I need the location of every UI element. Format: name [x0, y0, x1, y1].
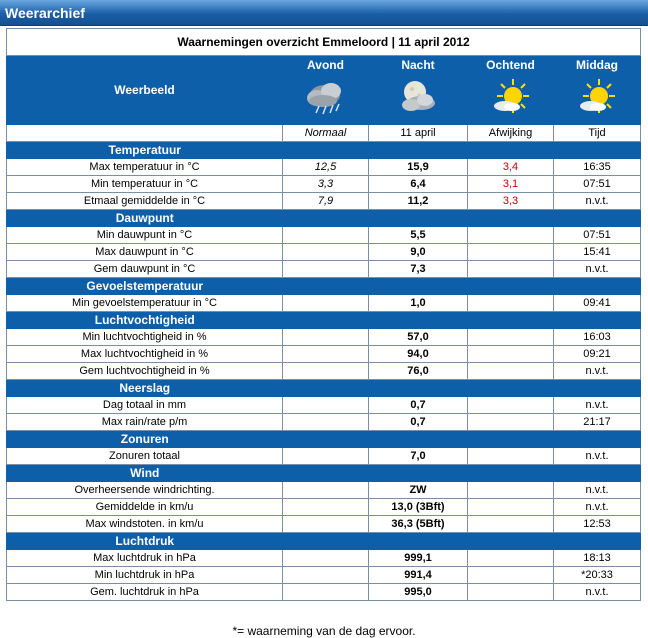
row-afwijking — [468, 550, 554, 567]
table-row — [7, 176, 641, 193]
row-afwijking — [468, 414, 554, 431]
section-title: Wind — [7, 465, 283, 482]
section-title: Zonuren — [7, 431, 283, 448]
subheader-tijd: Tijd — [554, 125, 641, 142]
row-normaal — [283, 397, 369, 414]
row-normaal — [283, 567, 369, 584]
table-row — [7, 414, 641, 431]
row-tijd: 16:35 — [554, 159, 641, 176]
row-afwijking: 3,1 — [468, 176, 554, 193]
table-row — [7, 261, 641, 278]
row-afwijking — [468, 295, 554, 312]
section-header — [7, 431, 641, 448]
row-value: 13,0 (3Bft) — [369, 499, 468, 516]
row-value: 94,0 — [369, 346, 468, 363]
row-tijd: n.v.t. — [554, 261, 641, 278]
row-label: Gem dauwpunt in °C — [7, 261, 283, 278]
row-tijd: 07:51 — [554, 176, 641, 193]
row-tijd: n.v.t. — [554, 193, 641, 210]
weerbeeld-label: Weerbeeld — [7, 56, 283, 125]
row-afwijking — [468, 448, 554, 465]
table-row — [7, 482, 641, 499]
table-row — [7, 295, 641, 312]
row-value: 991,4 — [369, 567, 468, 584]
row-label: Max windstoten. in km/u — [7, 516, 283, 533]
row-normaal — [283, 584, 369, 601]
row-normaal — [283, 261, 369, 278]
phase-nacht — [369, 56, 468, 125]
section-filler — [283, 312, 641, 329]
table-row — [7, 244, 641, 261]
section-header — [7, 312, 641, 329]
section-filler — [283, 465, 641, 482]
row-label: Min luchtvochtigheid in % — [7, 329, 283, 346]
row-normaal — [283, 482, 369, 499]
subheader-afwijking: Afwijking — [468, 125, 554, 142]
row-tijd: 15:41 — [554, 244, 641, 261]
row-normaal: 12,5 — [283, 159, 369, 176]
section-filler — [283, 380, 641, 397]
row-label: Max rain/rate p/m — [7, 414, 283, 431]
row-tijd: 09:41 — [554, 295, 641, 312]
row-tijd: n.v.t. — [554, 448, 641, 465]
row-afwijking — [468, 499, 554, 516]
row-value: 995,0 — [369, 584, 468, 601]
row-normaal — [283, 448, 369, 465]
table-row — [7, 159, 641, 176]
row-afwijking — [468, 346, 554, 363]
subheader-empty — [7, 125, 283, 142]
row-normaal — [283, 550, 369, 567]
row-label: Max temperatuur in °C — [7, 159, 283, 176]
table-row — [7, 516, 641, 533]
row-normaal — [283, 414, 369, 431]
row-value: ZW — [369, 482, 468, 499]
row-label: Etmaal gemiddelde in °C — [7, 193, 283, 210]
section-title: Gevoelstemperatuur — [7, 278, 283, 295]
table-row — [7, 227, 641, 244]
row-normaal — [283, 346, 369, 363]
section-filler — [283, 142, 641, 159]
row-tijd: n.v.t. — [554, 397, 641, 414]
row-tijd: n.v.t. — [554, 584, 641, 601]
row-normaal: 7,9 — [283, 193, 369, 210]
row-value: 57,0 — [369, 329, 468, 346]
section-title: Neerslag — [7, 380, 283, 397]
row-normaal — [283, 329, 369, 346]
sun-cloud-icon — [488, 77, 534, 117]
row-value: 1,0 — [369, 295, 468, 312]
row-value: 11,2 — [369, 193, 468, 210]
row-afwijking — [468, 516, 554, 533]
row-afwijking: 3,3 — [468, 193, 554, 210]
phase-label: Avond — [307, 58, 344, 72]
row-tijd: n.v.t. — [554, 499, 641, 516]
row-afwijking — [468, 397, 554, 414]
section-title: Dauwpunt — [7, 210, 283, 227]
section-header — [7, 142, 641, 159]
observations-table — [6, 28, 641, 601]
content-area — [0, 26, 648, 638]
row-afwijking — [468, 482, 554, 499]
row-label: Min dauwpunt in °C — [7, 227, 283, 244]
row-value: 0,7 — [369, 397, 468, 414]
row-afwijking — [468, 261, 554, 278]
row-label: Zonuren totaal — [7, 448, 283, 465]
sun-cloud-icon — [574, 77, 620, 117]
section-filler — [283, 210, 641, 227]
row-label: Gem luchtvochtigheid in % — [7, 363, 283, 380]
table-row — [7, 448, 641, 465]
row-value: 9,0 — [369, 244, 468, 261]
table-row — [7, 346, 641, 363]
phase-avond — [283, 56, 369, 125]
row-value: 7,0 — [369, 448, 468, 465]
row-tijd: n.v.t. — [554, 363, 641, 380]
row-tijd: *20:33 — [554, 567, 641, 584]
window-title: Weerarchief — [0, 0, 648, 26]
section-header — [7, 380, 641, 397]
section-title: Temperatuur — [7, 142, 283, 159]
row-tijd: 16:03 — [554, 329, 641, 346]
row-label: Gem. luchtdruk in hPa — [7, 584, 283, 601]
row-tijd: 21:17 — [554, 414, 641, 431]
section-header — [7, 278, 641, 295]
row-normaal — [283, 295, 369, 312]
phase-ochtend — [468, 56, 554, 125]
row-tijd: n.v.t. — [554, 482, 641, 499]
table-row — [7, 397, 641, 414]
section-header — [7, 210, 641, 227]
section-title: Luchtdruk — [7, 533, 283, 550]
subheader-normaal: Normaal — [283, 125, 369, 142]
row-label: Dag totaal in mm — [7, 397, 283, 414]
cloud-rain-icon — [303, 77, 349, 117]
row-afwijking — [468, 244, 554, 261]
row-label: Min luchtdruk in hPa — [7, 567, 283, 584]
row-value: 7,3 — [369, 261, 468, 278]
row-afwijking — [468, 329, 554, 346]
section-title: Luchtvochtigheid — [7, 312, 283, 329]
section-filler — [283, 278, 641, 295]
section-filler — [283, 431, 641, 448]
section-filler — [283, 533, 641, 550]
row-tijd: 12:53 — [554, 516, 641, 533]
table-row — [7, 363, 641, 380]
phase-label: Middag — [576, 58, 618, 72]
row-afwijking: 3,4 — [468, 159, 554, 176]
row-tijd: 18:13 — [554, 550, 641, 567]
cloud-moon-icon — [395, 77, 441, 117]
row-label: Min temperatuur in °C — [7, 176, 283, 193]
row-value: 76,0 — [369, 363, 468, 380]
subheader-date: 11 april — [369, 125, 468, 142]
row-afwijking — [468, 584, 554, 601]
table-row — [7, 499, 641, 516]
phase-label: Ochtend — [486, 58, 535, 72]
row-value: 0,7 — [369, 414, 468, 431]
row-normaal — [283, 363, 369, 380]
row-value: 5,5 — [369, 227, 468, 244]
row-normaal — [283, 244, 369, 261]
row-label: Overheersende windrichting. — [7, 482, 283, 499]
table-row — [7, 567, 641, 584]
row-label: Max dauwpunt in °C — [7, 244, 283, 261]
row-value: 36,3 (5Bft) — [369, 516, 468, 533]
row-normaal — [283, 516, 369, 533]
row-tijd: 09:21 — [554, 346, 641, 363]
table-caption: Waarnemingen overzicht Emmeloord | 11 april 2012 — [7, 29, 641, 56]
phase-label: Nacht — [401, 58, 435, 72]
footnote: *= waarneming van de dag ervoor. — [232, 624, 416, 638]
table-row — [7, 584, 641, 601]
table-row — [7, 193, 641, 210]
phase-middag — [554, 56, 641, 125]
section-header — [7, 533, 641, 550]
row-label: Min gevoelstemperatuur in °C — [7, 295, 283, 312]
row-tijd: 07:51 — [554, 227, 641, 244]
row-label: Max luchtdruk in hPa — [7, 550, 283, 567]
row-normaal — [283, 499, 369, 516]
row-value: 6,4 — [369, 176, 468, 193]
row-normaal — [283, 227, 369, 244]
row-afwijking — [468, 363, 554, 380]
row-value: 999,1 — [369, 550, 468, 567]
row-normaal: 3,3 — [283, 176, 369, 193]
row-label: Max luchtvochtigheid in % — [7, 346, 283, 363]
section-header — [7, 465, 641, 482]
table-row — [7, 550, 641, 567]
table-row — [7, 329, 641, 346]
row-label: Gemiddelde in km/u — [7, 499, 283, 516]
row-afwijking — [468, 227, 554, 244]
row-value: 15,9 — [369, 159, 468, 176]
row-afwijking — [468, 567, 554, 584]
